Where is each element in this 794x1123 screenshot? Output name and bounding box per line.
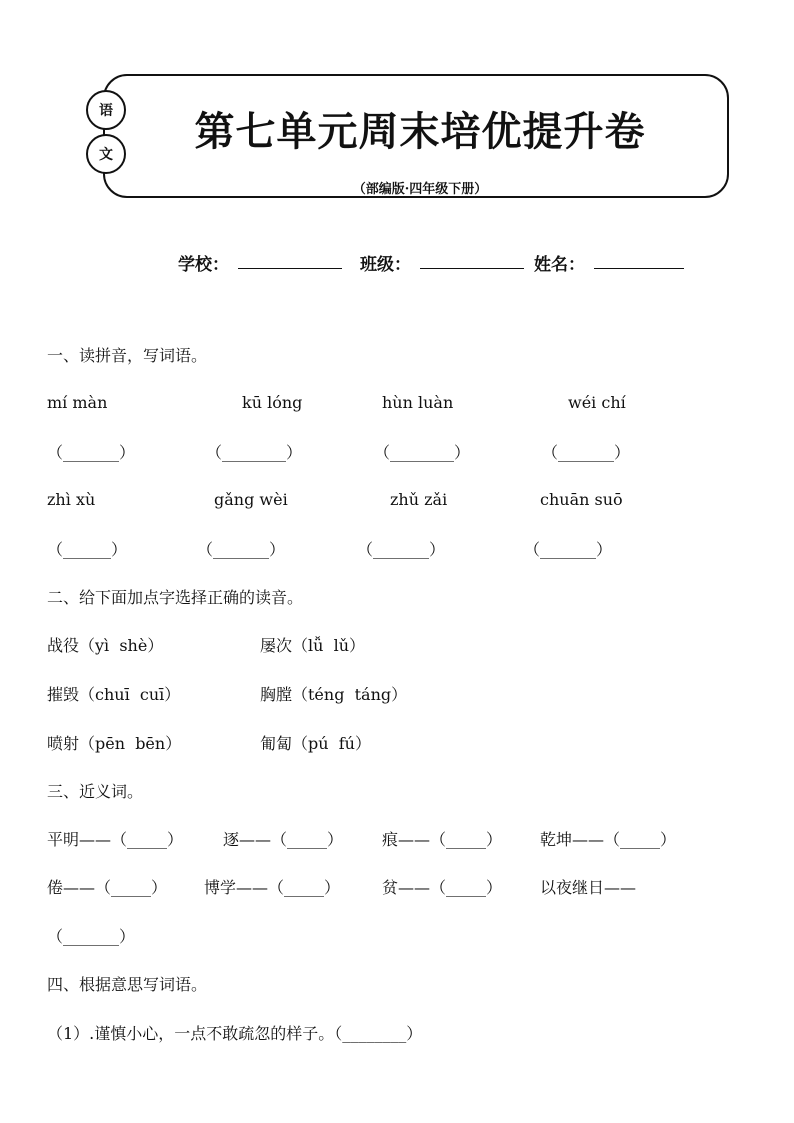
answer-blank[interactable]: （_______）	[47, 443, 136, 462]
answer-blank[interactable]: （______）	[47, 540, 128, 559]
definition-item[interactable]: （1）.谨慎小心，一点不敢疏忽的样子。（________）	[47, 1024, 423, 1043]
answer-blank[interactable]: （_______）	[524, 540, 613, 559]
reading-choice: 摧毁（chuī cuī）	[47, 685, 181, 704]
answer-blank[interactable]: （_______）	[542, 443, 631, 462]
answer-blank[interactable]: （_______）	[197, 540, 286, 559]
pinyin-item: zhǔ zǎi	[390, 490, 448, 509]
pinyin-item: hùn luàn	[382, 393, 454, 412]
subject-badge-bottom	[86, 134, 126, 174]
synonym-item: 以夜继日——	[540, 878, 637, 897]
synonym-item[interactable]: 贫——（_____）	[382, 878, 503, 897]
page-subtitle: （部编版·四年级下册）	[352, 182, 488, 197]
pinyin-item: chuān suō	[540, 490, 623, 509]
pinyin-item: kū lóng	[242, 393, 303, 412]
section4-heading: 四、根据意思写词语。	[47, 975, 208, 994]
synonym-item[interactable]: 逐——（_____）	[223, 830, 344, 849]
page-title: 第七单元周末培优提升卷	[194, 109, 646, 155]
pinyin-item: zhì xù	[47, 490, 96, 509]
reading-choice: 匍匐（pú fú）	[260, 734, 371, 753]
answer-blank[interactable]: （_______）	[357, 540, 446, 559]
school-label: 学校：	[178, 255, 229, 275]
badge-char-bottom: 文	[99, 147, 113, 163]
class-label: 班级：	[360, 255, 411, 275]
synonym-item[interactable]: 乾坤——（_____）	[540, 830, 677, 849]
reading-choice: 喷射（pēn bēn）	[47, 734, 182, 753]
synonym-item[interactable]: 倦——（_____）	[47, 878, 168, 897]
name-field[interactable]	[594, 268, 684, 269]
answer-blank[interactable]: （________）	[206, 443, 303, 462]
pinyin-item: mí màn	[47, 393, 108, 412]
pinyin-item: wéi chí	[568, 393, 626, 412]
name-label: 姓名：	[534, 255, 585, 275]
synonym-item[interactable]: 痕——（_____）	[382, 830, 503, 849]
reading-choice: 胸膛（téng táng）	[260, 685, 408, 704]
pinyin-item: gǎng wèi	[214, 490, 288, 509]
section3-heading: 三、近义词。	[47, 782, 144, 801]
school-field[interactable]	[238, 268, 342, 269]
badge-char-top: 语	[99, 103, 113, 119]
synonym-blank[interactable]: （_______）	[47, 927, 136, 946]
reading-choice: 战役（yì shè）	[47, 636, 164, 655]
subject-badge-top	[86, 90, 126, 130]
reading-choice: 屡次（lǚ lǔ）	[260, 636, 366, 655]
synonym-item[interactable]: 博学——（_____）	[204, 878, 341, 897]
section2-heading: 二、给下面加点字选择正确的读音。	[47, 588, 304, 607]
section1-heading: 一、读拼音，写词语。	[47, 346, 208, 365]
answer-blank[interactable]: （________）	[374, 443, 471, 462]
synonym-item[interactable]: 平明——（_____）	[47, 830, 184, 849]
class-field[interactable]	[420, 268, 524, 269]
